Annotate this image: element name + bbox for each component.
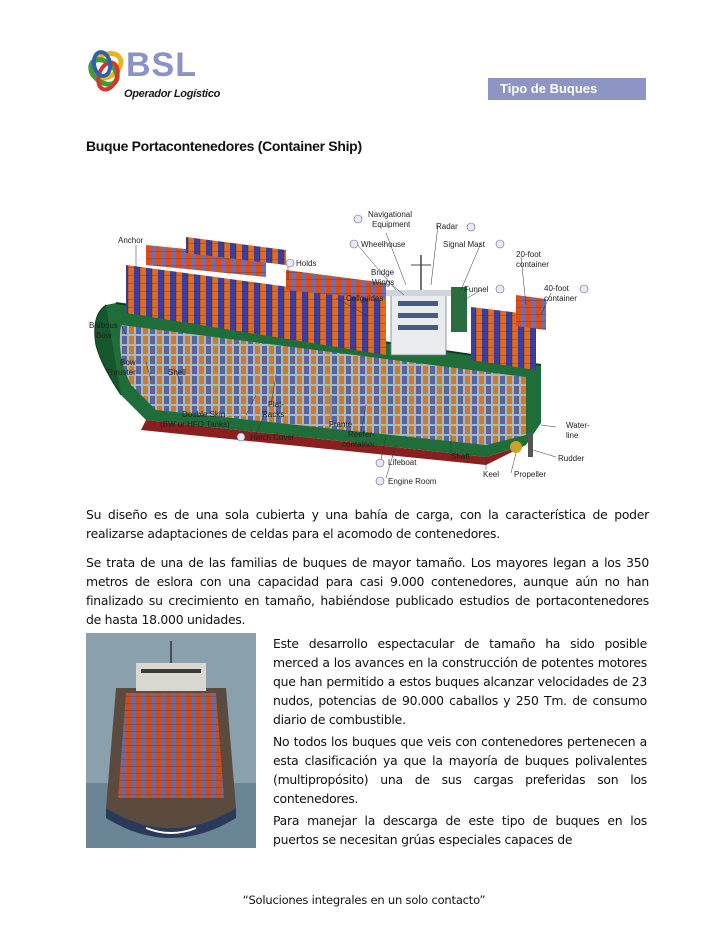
label-40-foot: 40-foot — [544, 284, 569, 293]
label-funnel: Funnel — [464, 285, 489, 294]
ship-photo — [86, 633, 256, 848]
label-rudder: Rudder — [558, 454, 585, 463]
label-shell: Shell — [168, 368, 186, 377]
company-logo — [84, 40, 224, 110]
label-cellguides: Cellguides — [346, 294, 384, 303]
page-title: Buque Portacontenedores (Container Ship) — [86, 138, 362, 154]
label-navigational: Navigational — [368, 210, 413, 219]
label-balbous-bow: Bow — [96, 331, 112, 340]
label-equipment: Equipment — [372, 220, 411, 229]
logo-tagline: Operador Logístico — [124, 88, 221, 100]
label-shaft: Shaft — [451, 452, 470, 461]
label-radar: Radar — [436, 222, 458, 231]
label-keel: Keel — [483, 470, 500, 479]
label-engine-room: Engine Room — [388, 477, 437, 486]
label-hatch-cover: Hatch Cover — [250, 433, 295, 442]
label-holds: Holds — [296, 259, 317, 268]
label-balbous: Balbous — [89, 321, 118, 330]
label-lifeboat: Lifeboat — [388, 458, 417, 467]
label-20-foot: 20-foot — [516, 250, 541, 259]
section-badge: Tipo de Buques — [488, 78, 646, 100]
label-bridge: Bridge — [371, 268, 395, 277]
paragraph-classification: No todos los buques que veis con contenedores pertenecen a esta clasificación ya que la mayoría de buques polivalentes (multipropósito) una de sus cargas preferidas son los contenedores. — [273, 734, 647, 806]
label-waterline: Water- — [566, 421, 590, 430]
logo-text: BSL — [126, 46, 197, 84]
label-signal-mast: Signal Mast — [443, 240, 485, 249]
label-wings: Wings — [372, 278, 395, 287]
label-flat: Flat- — [268, 400, 284, 409]
ship-cutaway-illustration — [86, 195, 646, 490]
paragraph-cranes: Para manejar la descarga de este tipo de buques en los puertos se necesitan grúas especiales capaces de — [273, 813, 647, 847]
footer-slogan: “Soluciones integrales en un solo contacto” — [242, 893, 486, 907]
label-propeller: Propeller — [514, 470, 547, 479]
label-20-container: container — [516, 260, 549, 269]
label-tanks: (BW or HFO Tanks) — [160, 420, 230, 429]
label-racks: Racks — [262, 410, 285, 419]
container-ship-photo-image — [86, 633, 256, 848]
label-wheelhouse: Wheelhouse — [361, 240, 406, 249]
container-ship-diagram — [86, 195, 646, 490]
label-double-skin: Double Skin — [182, 410, 226, 419]
paragraph-design: Su diseño es de una sola cubierta y una bahía de carga, con la característica de poder realizarse adaptaciones de celdas para el acomodo de contenedores. — [86, 507, 649, 541]
label-reefer: Reefer- — [348, 430, 375, 439]
paragraph-size: Se trata de una de las familias de buques de mayor tamaño. Los mayores legan a los 350 metros de eslora con una capacidad para casi 9.000 contenedores, aunque aún no han finalizado su crecimiento en tamaño, habiéndose publicado estudios de portacontenedores de hasta 18.000 unidades. — [86, 555, 649, 627]
paragraph-development: Este desarrollo espectacular de tamaño ha sido posible merced a los avances en la construcción de potentes motores que han permitido a estos buques alcanzar velocidades de 23 nudos, potencias de 90.000 caballos y 250 Tm. de consumo diario de combustible. — [273, 636, 647, 727]
label-thruster: Thruster — [106, 368, 136, 377]
label-waterline-2: line — [566, 431, 579, 440]
label-anchor: Anchor — [118, 236, 144, 245]
label-frame: Frame — [329, 420, 353, 429]
label-bow: Bow — [120, 358, 136, 367]
label-reefer-container: container — [342, 440, 375, 449]
label-40-container: container — [544, 294, 577, 303]
